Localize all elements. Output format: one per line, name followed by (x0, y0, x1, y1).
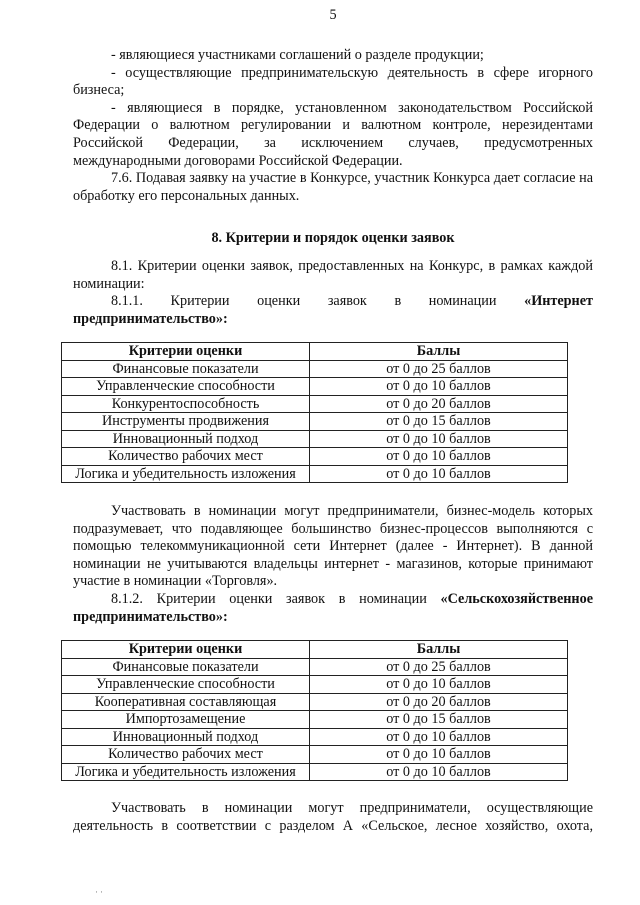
intro-item: - являющиеся участниками соглашений о разделе продукции; (111, 47, 484, 63)
nomination-internet: «Интернет предпринимательство»: (73, 293, 593, 327)
page-number: 5 (329, 7, 337, 23)
criteria-cell: Управленческие способности (62, 676, 310, 694)
points-cell: от 0 до 10 баллов (310, 763, 568, 781)
points-cell: от 0 до 10 баллов (310, 448, 568, 466)
clause-8-1-2 (73, 591, 593, 626)
intro-list (73, 47, 593, 205)
criteria-table-internet (61, 342, 568, 483)
header-criteria: Критерии оценки (62, 343, 310, 361)
points-cell: от 0 до 10 баллов (310, 378, 568, 396)
points-cell: от 0 до 10 баллов (310, 746, 568, 764)
table-header-row (62, 343, 568, 361)
table-row (62, 448, 568, 466)
table-header-row (62, 641, 568, 659)
table-row (62, 711, 568, 729)
table-row (62, 360, 568, 378)
clause-8-1-block (73, 258, 593, 328)
header-points: Баллы (310, 343, 568, 361)
criteria-cell: Логика и убедительность изложения (62, 465, 310, 483)
table-row (62, 728, 568, 746)
criteria-cell: Управленческие способности (62, 378, 310, 396)
table-row (62, 763, 568, 781)
clause-8-1-1-prefix: 8.1.1. Критерии оценки заявок в номинации (111, 293, 525, 310)
criteria-cell: Инструменты продвижения (62, 413, 310, 431)
criteria-cell: Инновационный подход (62, 728, 310, 746)
paragraph-internet: Участвовать в номинации могут предприниматели, бизнес-модель которых подразумевает, что подавляющее большинство бизнес-процессов выполняются с помощью телекоммуникационной сети Интернет (далее - Интернет). В данной номинации не учитываются владельцы интернет - магазинов, которые принимают участие в номинации «Торговля». (73, 503, 593, 590)
points-cell: от 0 до 15 баллов (310, 413, 568, 431)
clause-8-1-2-prefix: 8.1.2. Критерии оценки заявок в номинации (111, 590, 441, 607)
points-cell: от 0 до 20 баллов (310, 693, 568, 711)
clause-8-1: 8.1. Критерии оценки заявок, предоставленных на Конкурс, в рамках каждой номинации: (73, 258, 593, 292)
points-cell: от 0 до 25 баллов (310, 360, 568, 378)
paragraph-agri: Участвовать в номинации могут предприниматели, осуществляющие деятельность в соответствии с разделом А «Сельское, лесное хозяйство, охота, (73, 800, 593, 834)
criteria-cell: Количество рабочих мест (62, 448, 310, 466)
criteria-cell: Количество рабочих мест (62, 746, 310, 764)
internet-description (73, 503, 593, 626)
points-cell: от 0 до 25 баллов (310, 658, 568, 676)
points-cell: от 0 до 15 баллов (310, 711, 568, 729)
points-cell: от 0 до 10 баллов (310, 430, 568, 448)
section-title: 8. Критерии и порядок оценки заявок (211, 230, 455, 246)
criteria-cell: Конкурентоспособность (62, 395, 310, 413)
table-row (62, 746, 568, 764)
intro-item: - осуществляющие предпринимательскую деятельность в сфере игорного бизнеса; (73, 64, 593, 99)
section-8 (73, 230, 593, 248)
criteria-cell: Логика и убедительность изложения (62, 763, 310, 781)
table-row (62, 465, 568, 483)
criteria-cell: Кооперативная составляющая (62, 693, 310, 711)
table-row (62, 658, 568, 676)
agri-description (73, 800, 593, 835)
clause-8-1-1 (73, 293, 593, 328)
clause-7-6: 7.6. Подавая заявку на участие в Конкурсе, участник Конкурса дает согласие на обработку его персональных данных. (73, 170, 593, 204)
header-points: Баллы (310, 641, 568, 659)
intro-item: - являющиеся в порядке, установленном законодательством Российской Федерации о валютном регулировании и валютном контроле, нерезидентами Российской Федерации, за исключением случаев, предусмотренных международными договорами Российской Федерации. (73, 99, 593, 169)
nomination-agri: «Сельскохозяйственное предпринимательство»: (73, 590, 593, 625)
table-row (62, 676, 568, 694)
criteria-table-agri (61, 640, 568, 781)
points-cell: от 0 до 10 баллов (310, 465, 568, 483)
points-cell: от 0 до 20 баллов (310, 395, 568, 413)
criteria-cell: Импортозамещение (62, 711, 310, 729)
table-row (62, 413, 568, 431)
criteria-cell: Инновационный подход (62, 430, 310, 448)
points-cell: от 0 до 10 баллов (310, 676, 568, 694)
points-cell: от 0 до 10 баллов (310, 728, 568, 746)
criteria-cell: Финансовые показатели (62, 360, 310, 378)
table-row (62, 430, 568, 448)
header-criteria: Критерии оценки (62, 641, 310, 659)
criteria-cell: Финансовые показатели (62, 658, 310, 676)
table-row (62, 378, 568, 396)
table-row (62, 693, 568, 711)
scan-mark: ·· (95, 887, 105, 897)
table-row (62, 395, 568, 413)
